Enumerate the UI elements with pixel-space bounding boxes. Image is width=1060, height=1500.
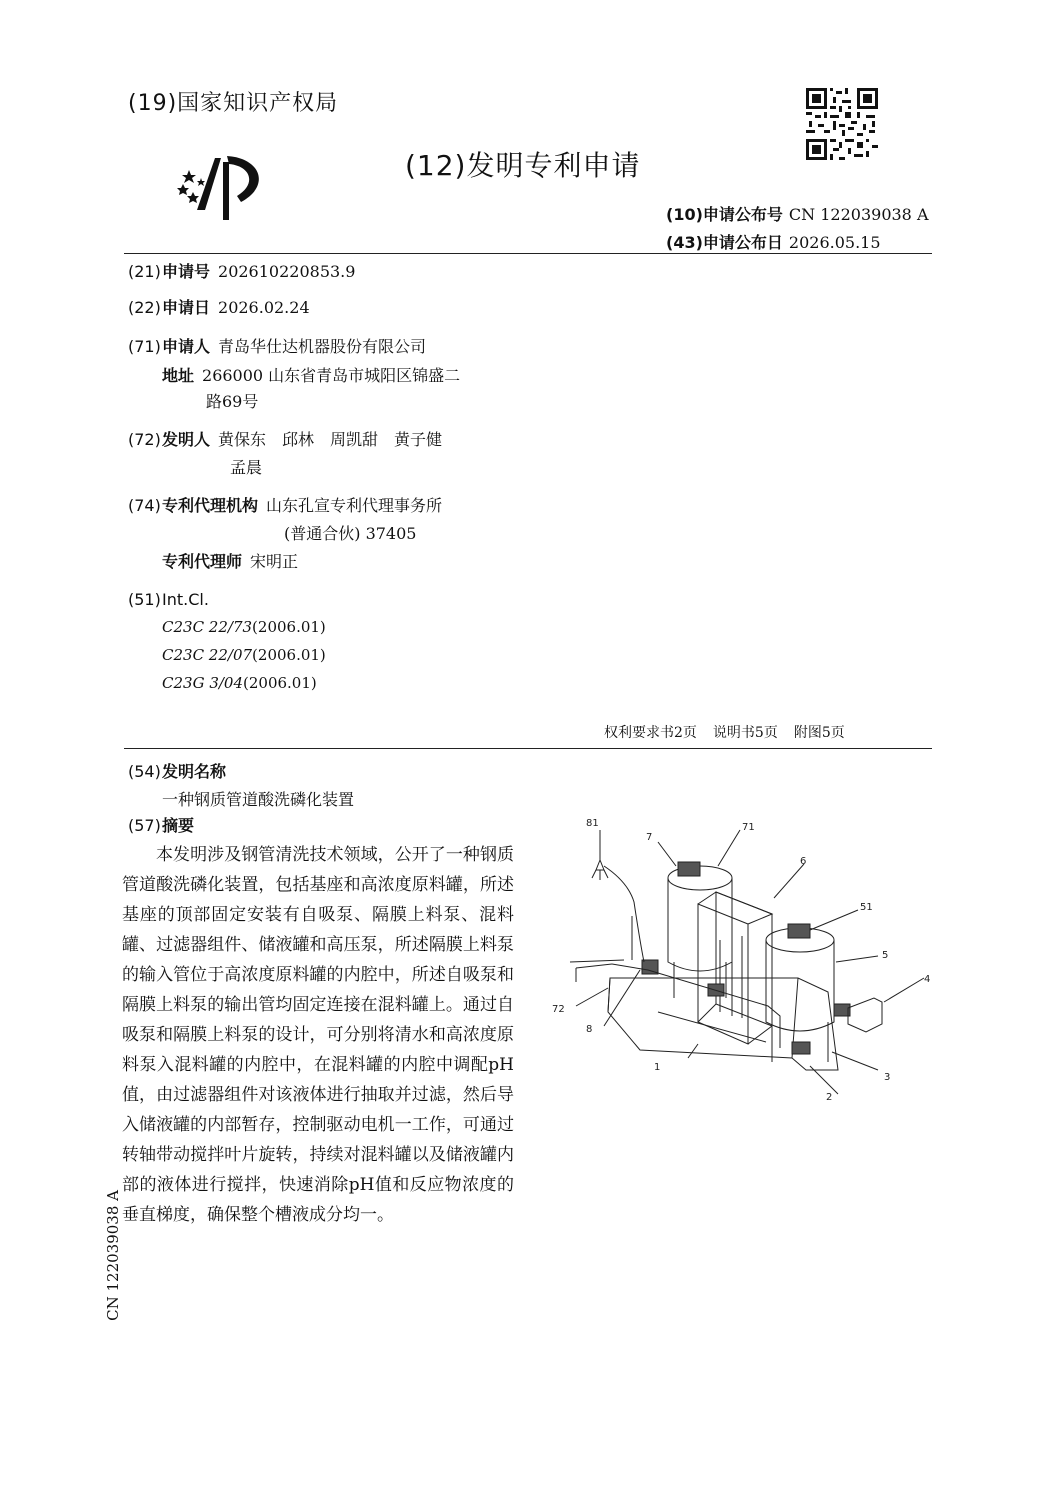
address-value-line2: 路69号 (206, 392, 259, 411)
field-label: 发明名称 (162, 762, 227, 781)
publication-date-row (666, 230, 881, 253)
int-cl-label: Int.Cl. (162, 590, 209, 609)
agency-value-line2: (普通合伙) 37405 (284, 524, 417, 543)
figure-label: 7 (646, 832, 653, 843)
inventors-field (128, 426, 442, 454)
figure-label: 8 (586, 1024, 593, 1035)
section-divider (124, 748, 932, 749)
publication-number-label: (10)申请公布号 (666, 205, 783, 224)
publication-number-row (666, 202, 929, 225)
field-label: 申请号 (162, 262, 211, 281)
applicant-value: 青岛华仕达机器股份有限公司 (218, 337, 427, 356)
inventors-value-line1: 黄保东 邱林 周凯甜 黄子健 (218, 430, 443, 449)
field-code: (54) (128, 762, 161, 781)
publication-date-label: (43)申请公布日 (666, 233, 783, 252)
page-counts (604, 722, 861, 742)
figure-label: 6 (800, 856, 807, 867)
publication-number: CN 122039038 A (788, 205, 929, 224)
int-cl-field (128, 586, 209, 614)
inventors-value-line2: 孟晨 (230, 458, 263, 477)
application-date-field (128, 294, 310, 322)
field-label: 发明人 (162, 430, 211, 449)
field-label: 申请人 (162, 337, 211, 356)
field-code: (22) (128, 298, 161, 317)
agency-field (128, 492, 442, 520)
invention-title: 一种钢质管道酸洗磷化装置 (162, 790, 355, 809)
figure-label: 2 (826, 1092, 833, 1103)
figure-label: 3 (884, 1072, 891, 1083)
apparatus-drawing (548, 812, 944, 1112)
cnipa-logo (175, 150, 275, 222)
publication-date: 2026.05.15 (788, 233, 881, 252)
ipc-class: C23C 22/07 (162, 646, 253, 664)
figure-label: 5 (882, 950, 889, 961)
drawings-page-count: 附图5页 (793, 725, 845, 741)
ipc-version: (2006.01) (252, 618, 326, 636)
ipc-entry (162, 674, 317, 692)
abstract-text: 本发明涉及钢管清洗技术领域，公开了一种钢质管道酸洗磷化装置，包括基座和高浓度原料罐，所述基座的顶部固定安装有自吸泵、隔膜上料泵、混料罐、过滤器组件、储液罐和高压泵，所述隔膜上料泵的输入管位于高浓度原料罐的内腔中，所述自吸泵和隔膜上料泵的输出管均固定连接在混料罐上。通过自吸泵和隔膜上料泵的设计，可分别将清水和高浓度原料泵入混料罐的内腔中，在混料罐的内腔中调配pH值，由过滤器组件对该液体进行抽取并过滤，然后导入储液罐的内部暂存，控制驱动电机一工作，可通过转轴带动搅拌叶片旋转，持续对混料罐以及储液罐内部的液体进行搅拌，快速消除pH值和反应物浓度的垂直梯度，确保整个槽液成分均一。 (122, 845, 514, 1225)
figure-label: 1 (654, 1062, 661, 1073)
ipc-class: C23G 3/04 (162, 674, 243, 692)
ipc-version: (2006.01) (252, 646, 326, 664)
ipc-version: (2006.01) (243, 674, 317, 692)
title-section-heading (128, 758, 226, 786)
figure-label: 72 (552, 1004, 565, 1015)
ipc-class: C23C 22/73 (162, 618, 253, 636)
field-code: (71) (128, 337, 161, 356)
application-number-field (128, 258, 355, 286)
ipc-entry (162, 618, 326, 636)
abstract-heading (128, 812, 194, 840)
field-label: 摘要 (162, 816, 195, 835)
figure-label: 4 (924, 974, 931, 985)
field-code: (21) (128, 262, 161, 281)
description-page-count: 说明书5页 (712, 725, 778, 741)
agency-value-line1: 山东孔宣专利代理事务所 (266, 496, 443, 515)
header-divider (124, 253, 932, 254)
side-publication-number: CN 122039038 A (104, 1190, 122, 1321)
address-field (162, 362, 460, 390)
application-number-value: 202610220853.9 (218, 262, 356, 281)
figure-label: 51 (860, 902, 873, 913)
field-label: 申请日 (162, 298, 211, 317)
claims-page-count: 权利要求书2页 (604, 725, 697, 741)
qr-code (806, 88, 878, 160)
field-code: (72) (128, 430, 161, 449)
field-label: 专利代理机构 (162, 496, 259, 515)
field-label: 地址 (162, 366, 195, 385)
field-code: (74) (128, 496, 161, 515)
agent-value: 宋明正 (250, 552, 299, 571)
field-code: (51) (128, 590, 161, 609)
address-value-line1: 266000 山东省青岛市城阳区锦盛二 (202, 366, 461, 385)
applicant-field (128, 333, 426, 361)
application-date-value: 2026.02.24 (218, 298, 310, 317)
patent-office-name: (19)国家知识产权局 (128, 91, 339, 116)
ipc-entry (162, 646, 326, 664)
agent-field (162, 548, 298, 576)
figure-label: 81 (586, 818, 599, 829)
field-code: (57) (128, 816, 161, 835)
field-label: 专利代理师 (162, 552, 243, 571)
figure-label: 71 (742, 822, 755, 833)
document-type: (12)发明专利申请 (405, 149, 641, 182)
